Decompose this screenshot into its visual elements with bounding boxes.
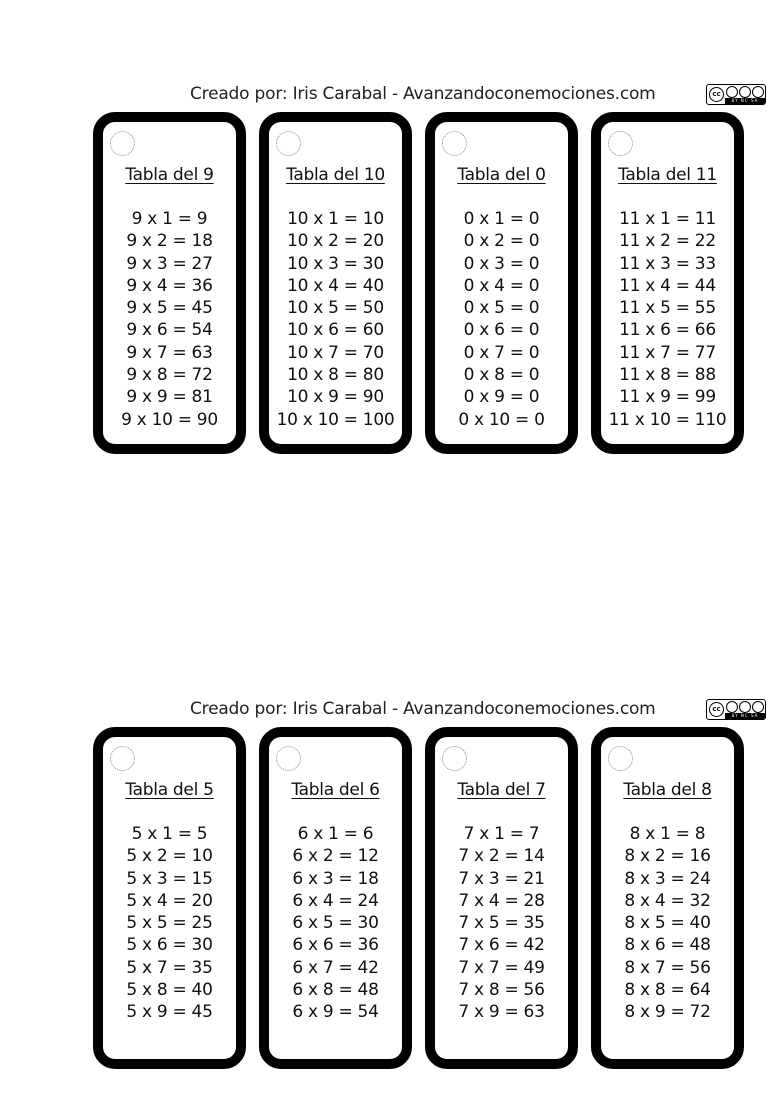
- multiplication-list: [269, 208, 402, 431]
- nc-icon: [739, 86, 751, 98]
- multiplication-row: 5 x 6 = 30: [126, 935, 213, 956]
- multiplication-row: 9 x 3 = 27: [126, 253, 213, 274]
- multiplication-row: 9 x 8 = 72: [126, 365, 213, 386]
- punch-hole-icon: [276, 746, 301, 771]
- card-row: [93, 727, 745, 1069]
- card-title: Tabla del 8: [623, 780, 712, 800]
- multiplication-row: 5 x 8 = 40: [126, 980, 213, 1001]
- punch-hole-icon: [608, 131, 633, 156]
- multiplication-row: 7 x 3 = 21: [458, 868, 545, 889]
- multiplication-row: 7 x 7 = 49: [458, 957, 545, 978]
- multiplication-row: 8 x 7 = 56: [624, 957, 711, 978]
- card-title: Tabla del 0: [457, 165, 546, 185]
- multiplication-row: 0 x 3 = 0: [463, 253, 540, 274]
- multiplication-row: 0 x 5 = 0: [463, 298, 540, 319]
- credit-line: Creado por: Iris Carabal - Avanzandoconemociones.com: [190, 84, 656, 104]
- table-card: [591, 727, 744, 1069]
- multiplication-row: 7 x 9 = 63: [458, 1002, 545, 1023]
- sheet-top: [0, 82, 768, 482]
- table-card: [425, 727, 578, 1069]
- multiplication-row: 11 x 10 = 110: [608, 409, 727, 430]
- multiplication-row: 11 x 7 = 77: [619, 342, 716, 363]
- multiplication-row: 5 x 4 = 20: [126, 890, 213, 911]
- multiplication-row: 0 x 1 = 0: [463, 209, 540, 229]
- multiplication-row: 10 x 5 = 50: [287, 298, 384, 319]
- multiplication-row: 6 x 6 = 36: [292, 935, 379, 956]
- table-card: [93, 112, 246, 454]
- punch-hole-icon: [442, 131, 467, 156]
- multiplication-row: 6 x 8 = 48: [292, 980, 379, 1001]
- card-title: Tabla del 9: [125, 165, 214, 185]
- multiplication-row: 11 x 5 = 55: [619, 298, 716, 319]
- multiplication-row: 10 x 8 = 80: [287, 365, 384, 386]
- multiplication-row: 9 x 7 = 63: [126, 342, 213, 363]
- multiplication-row: 5 x 9 = 45: [126, 1002, 213, 1023]
- multiplication-row: 10 x 2 = 20: [287, 231, 384, 252]
- cc-icon: cc: [709, 702, 724, 717]
- multiplication-row: 6 x 5 = 30: [292, 913, 379, 934]
- multiplication-row: 10 x 6 = 60: [287, 320, 384, 341]
- multiplication-row: 8 x 5 = 40: [624, 913, 711, 934]
- by-icon: [726, 86, 738, 98]
- multiplication-row: 5 x 1 = 5: [131, 824, 208, 844]
- card-row: [93, 112, 745, 454]
- multiplication-row: 6 x 7 = 42: [292, 957, 379, 978]
- multiplication-row: 9 x 10 = 90: [121, 409, 218, 430]
- multiplication-list: [601, 823, 734, 1024]
- multiplication-row: 0 x 8 = 0: [463, 365, 540, 386]
- multiplication-row: 11 x 4 = 44: [619, 275, 716, 296]
- cc-icon: cc: [709, 87, 724, 102]
- multiplication-row: 0 x 4 = 0: [463, 275, 540, 296]
- nc-icon: [739, 701, 751, 713]
- table-card: [259, 727, 412, 1069]
- multiplication-row: 9 x 1 = 9: [131, 209, 208, 229]
- multiplication-row: 5 x 7 = 35: [126, 957, 213, 978]
- table-card: [425, 112, 578, 454]
- punch-hole-icon: [110, 746, 135, 771]
- card-title: Tabla del 11: [618, 165, 717, 185]
- multiplication-row: 5 x 5 = 25: [126, 913, 213, 934]
- multiplication-row: 5 x 2 = 10: [126, 846, 213, 867]
- multiplication-row: 6 x 3 = 18: [292, 868, 379, 889]
- multiplication-row: 6 x 9 = 54: [292, 1002, 379, 1023]
- punch-hole-icon: [608, 746, 633, 771]
- multiplication-row: 11 x 2 = 22: [619, 231, 716, 252]
- multiplication-row: 6 x 2 = 12: [292, 846, 379, 867]
- cc-license-badge: [706, 699, 766, 720]
- multiplication-row: 9 x 2 = 18: [126, 231, 213, 252]
- table-card: [93, 727, 246, 1069]
- multiplication-row: 0 x 9 = 0: [463, 387, 540, 408]
- license-strip: BY NC SA: [725, 713, 765, 719]
- multiplication-row: 9 x 6 = 54: [126, 320, 213, 341]
- multiplication-row: 0 x 7 = 0: [463, 342, 540, 363]
- card-title: Tabla del 7: [457, 780, 546, 800]
- sa-icon: [752, 86, 764, 98]
- multiplication-list: [601, 208, 734, 431]
- multiplication-row: 9 x 4 = 36: [126, 275, 213, 296]
- sa-icon: [752, 701, 764, 713]
- multiplication-row: 8 x 9 = 72: [624, 1002, 711, 1023]
- table-card: [591, 112, 744, 454]
- multiplication-row: 5 x 3 = 15: [126, 868, 213, 889]
- multiplication-row: 0 x 2 = 0: [463, 231, 540, 252]
- table-card: [259, 112, 412, 454]
- multiplication-row: 8 x 1 = 8: [629, 824, 706, 844]
- multiplication-row: 11 x 8 = 88: [619, 365, 716, 386]
- multiplication-list: [435, 208, 568, 431]
- license-strip: BY NC SA: [725, 98, 765, 104]
- multiplication-row: 10 x 10 = 100: [276, 409, 395, 430]
- multiplication-row: 8 x 3 = 24: [624, 868, 711, 889]
- punch-hole-icon: [110, 131, 135, 156]
- multiplication-row: 0 x 6 = 0: [463, 320, 540, 341]
- multiplication-row: 10 x 3 = 30: [287, 253, 384, 274]
- multiplication-row: 11 x 9 = 99: [619, 387, 716, 408]
- cc-license-badge: [706, 84, 766, 105]
- multiplication-row: 10 x 7 = 70: [287, 342, 384, 363]
- multiplication-row: 10 x 9 = 90: [287, 387, 384, 408]
- multiplication-row: 8 x 2 = 16: [624, 846, 711, 867]
- multiplication-row: 7 x 5 = 35: [458, 913, 545, 934]
- multiplication-row: 7 x 2 = 14: [458, 846, 545, 867]
- card-title: Tabla del 6: [291, 780, 380, 800]
- credit-line: Creado por: Iris Carabal - Avanzandoconemociones.com: [190, 699, 656, 719]
- multiplication-list: [269, 823, 402, 1024]
- multiplication-row: 7 x 6 = 42: [458, 935, 545, 956]
- multiplication-list: [435, 823, 568, 1024]
- multiplication-row: 7 x 8 = 56: [458, 980, 545, 1001]
- card-title: Tabla del 5: [125, 780, 214, 800]
- multiplication-row: 8 x 8 = 64: [624, 980, 711, 1001]
- punch-hole-icon: [276, 131, 301, 156]
- multiplication-row: 9 x 5 = 45: [126, 298, 213, 319]
- card-title: Tabla del 10: [286, 165, 385, 185]
- multiplication-list: [103, 823, 236, 1024]
- multiplication-row: 11 x 3 = 33: [619, 253, 716, 274]
- multiplication-row: 6 x 4 = 24: [292, 890, 379, 911]
- multiplication-list: [103, 208, 236, 431]
- by-icon: [726, 701, 738, 713]
- multiplication-row: 0 x 10 = 0: [458, 409, 545, 430]
- multiplication-row: 6 x 1 = 6: [297, 824, 374, 844]
- sheet-bottom: [0, 697, 768, 1097]
- punch-hole-icon: [442, 746, 467, 771]
- multiplication-row: 9 x 9 = 81: [126, 387, 213, 408]
- multiplication-row: 10 x 1 = 10: [287, 209, 384, 229]
- multiplication-row: 11 x 1 = 11: [619, 209, 716, 229]
- multiplication-row: 10 x 4 = 40: [287, 275, 384, 296]
- multiplication-row: 7 x 4 = 28: [458, 890, 545, 911]
- multiplication-row: 11 x 6 = 66: [619, 320, 716, 341]
- multiplication-row: 7 x 1 = 7: [463, 824, 540, 844]
- multiplication-row: 8 x 4 = 32: [624, 890, 711, 911]
- multiplication-row: 8 x 6 = 48: [624, 935, 711, 956]
